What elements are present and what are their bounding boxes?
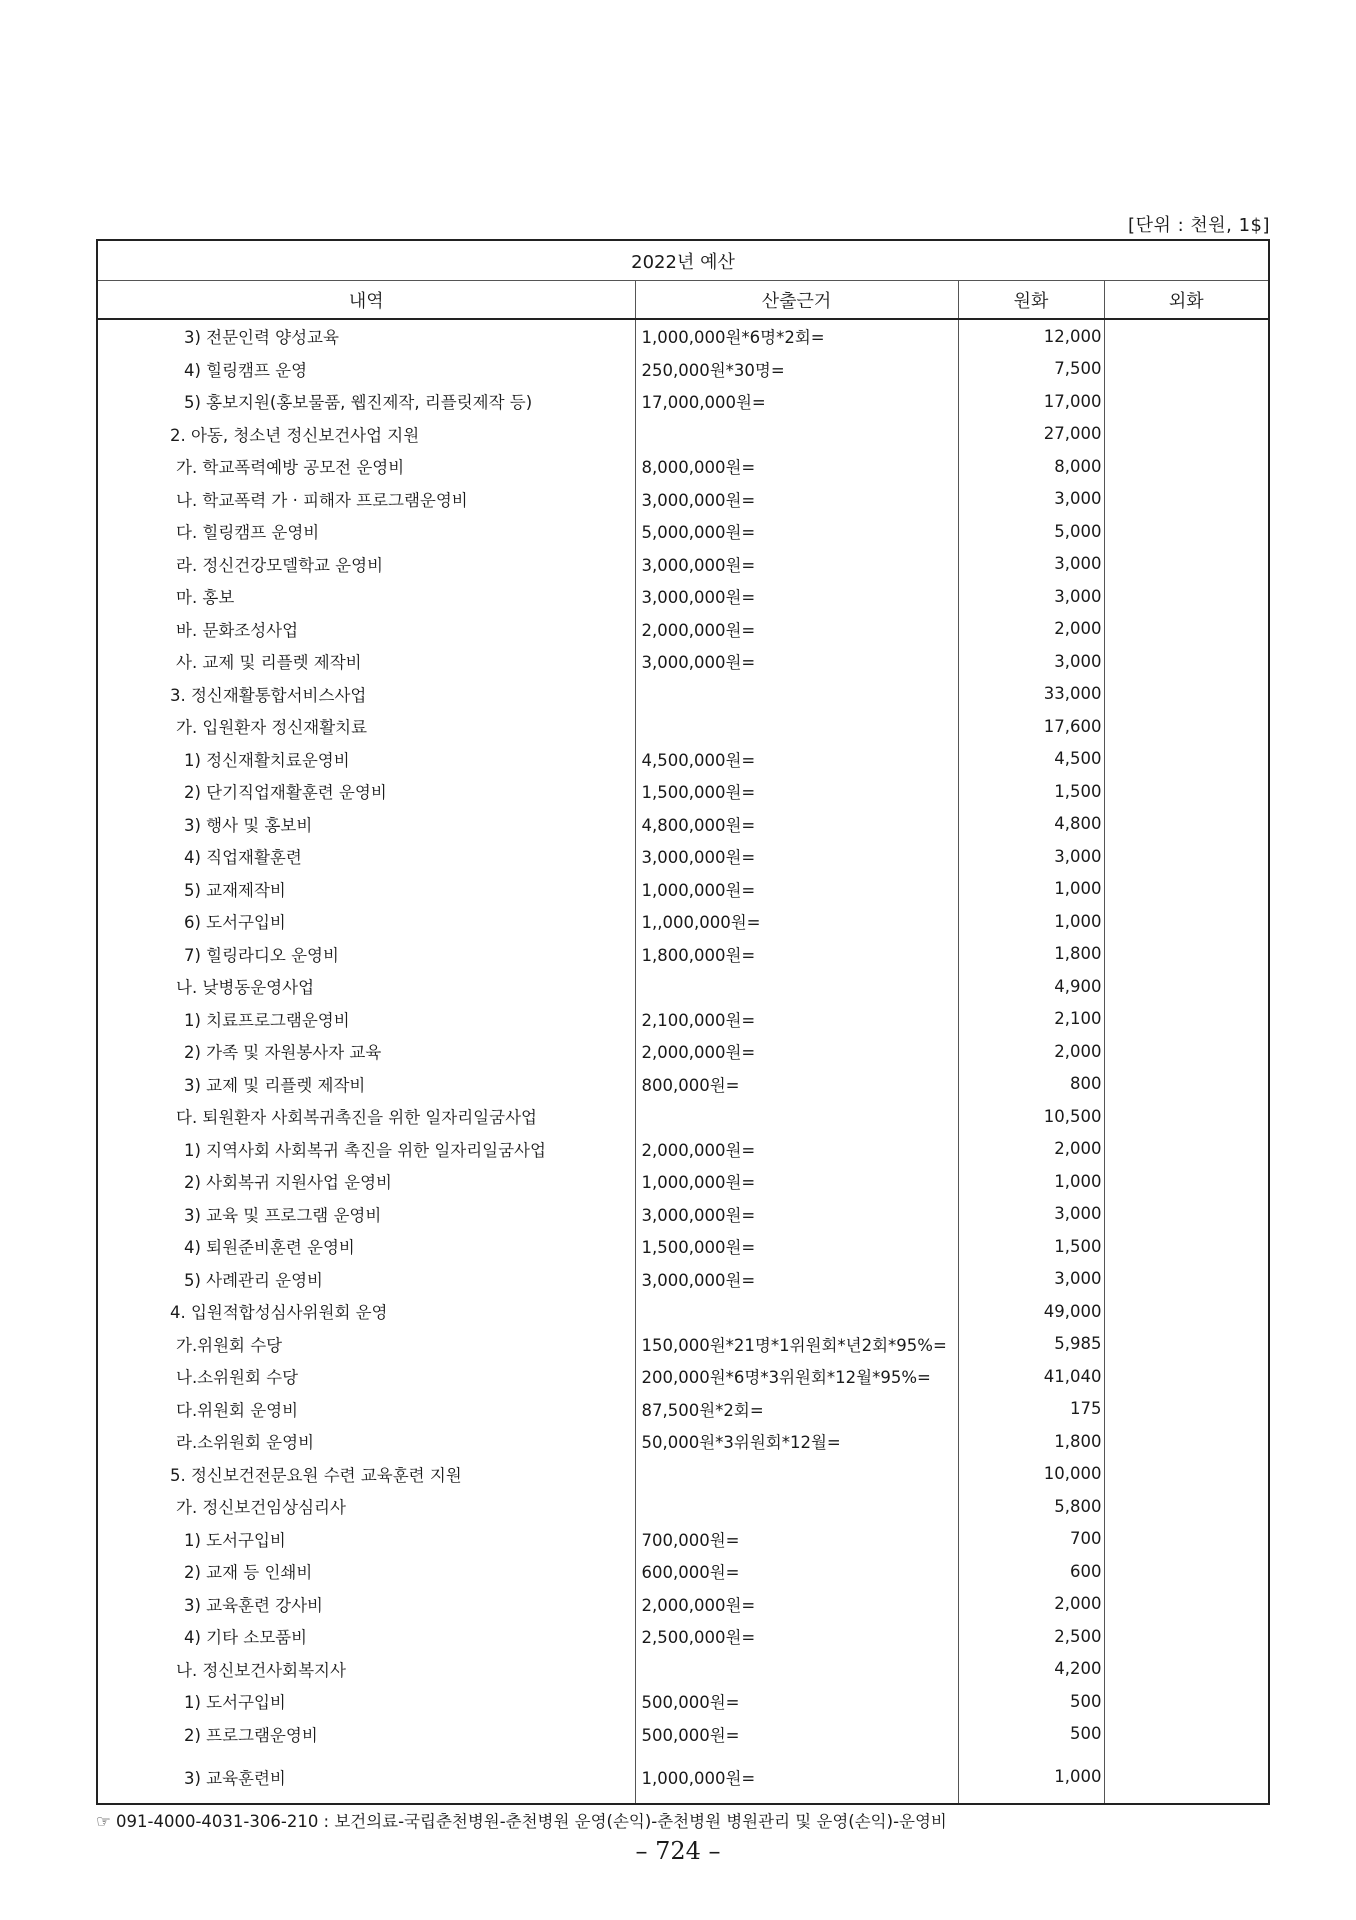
row-item: 라. 정신건강모델학교 운영비 <box>176 555 384 575</box>
table-row <box>97 938 1269 971</box>
row-fx <box>1104 1458 1269 1491</box>
row-basis: 2,000,000원= <box>635 1035 958 1068</box>
row-fx <box>1104 1068 1269 1101</box>
row-krw: 2,000 <box>958 1133 1104 1166</box>
row-fx <box>1104 483 1269 516</box>
row-basis: 1,500,000원= <box>635 1230 958 1263</box>
row-fx <box>1104 970 1269 1003</box>
row-fx <box>1104 1685 1269 1718</box>
row-krw: 10,000 <box>958 1458 1104 1491</box>
table-row <box>97 1588 1269 1621</box>
row-basis: 3,000,000원= <box>635 840 958 873</box>
table-row <box>97 483 1269 516</box>
row-basis: 2,500,000원= <box>635 1620 958 1653</box>
row-basis: 87,500원*2회= <box>635 1393 958 1426</box>
row-basis: 2,000,000원= <box>635 613 958 646</box>
table-row <box>97 1523 1269 1556</box>
table-row <box>97 613 1269 646</box>
row-basis: 2,000,000원= <box>635 1133 958 1166</box>
table-row <box>97 1360 1269 1393</box>
budget-table <box>96 239 1270 1805</box>
row-fx <box>1104 840 1269 873</box>
row-basis: 2,000,000원= <box>635 1588 958 1621</box>
row-basis: 150,000원*21명*1위원회*년2회*95%= <box>635 1328 958 1361</box>
header-krw: 원화 <box>958 281 1104 320</box>
row-fx <box>1104 1295 1269 1328</box>
row-fx <box>1104 1750 1269 1804</box>
row-basis: 1,000,000원= <box>635 873 958 906</box>
row-basis: 17,000,000원= <box>635 385 958 418</box>
row-item: 가. 학교폭력예방 공모전 운영비 <box>176 458 405 478</box>
header-basis: 산출근거 <box>635 281 958 320</box>
row-fx <box>1104 613 1269 646</box>
row-basis: 1,000,000원= <box>635 1750 958 1804</box>
row-item: 가. 정신보건임상심리사 <box>176 1498 346 1518</box>
table-row <box>97 775 1269 808</box>
table-row <box>97 905 1269 938</box>
row-fx <box>1104 743 1269 776</box>
table-row <box>97 353 1269 386</box>
row-item: 5) 사례관리 운영비 <box>184 1270 323 1290</box>
row-item: 2. 아동, 청소년 정신보건사업 지원 <box>170 425 420 445</box>
row-fx <box>1104 515 1269 548</box>
row-fx <box>1104 710 1269 743</box>
table-row <box>97 1328 1269 1361</box>
row-basis: 1,000,000원*6명*2회= <box>635 319 958 353</box>
row-basis: 3,000,000원= <box>635 1263 958 1296</box>
row-item: 3) 교육훈련 강사비 <box>184 1595 323 1615</box>
row-krw: 3,000 <box>958 1263 1104 1296</box>
row-krw: 17,000 <box>958 385 1104 418</box>
header-item: 내역 <box>97 281 635 320</box>
row-item: 2) 프로그램운영비 <box>184 1725 318 1745</box>
row-krw: 3,000 <box>958 548 1104 581</box>
row-fx <box>1104 905 1269 938</box>
row-krw: 2,500 <box>958 1620 1104 1653</box>
row-item: 라.소위원회 운영비 <box>176 1433 315 1453</box>
row-krw: 5,800 <box>958 1490 1104 1523</box>
row-basis: 50,000원*3위원회*12월= <box>635 1425 958 1458</box>
row-item: 7) 힐링라디오 운영비 <box>184 945 339 965</box>
row-fx <box>1104 645 1269 678</box>
row-basis <box>635 1653 958 1686</box>
table-row <box>97 1685 1269 1718</box>
row-fx <box>1104 808 1269 841</box>
row-fx <box>1104 385 1269 418</box>
table-row <box>97 319 1269 353</box>
row-basis: 1,,000,000원= <box>635 905 958 938</box>
row-fx <box>1104 1328 1269 1361</box>
row-basis: 600,000원= <box>635 1555 958 1588</box>
row-basis: 8,000,000원= <box>635 450 958 483</box>
row-fx <box>1104 1198 1269 1231</box>
table-row <box>97 1068 1269 1101</box>
row-fx <box>1104 1035 1269 1068</box>
row-basis: 700,000원= <box>635 1523 958 1556</box>
row-basis: 500,000원= <box>635 1685 958 1718</box>
table-row <box>97 1198 1269 1231</box>
table-row <box>97 1295 1269 1328</box>
row-fx <box>1104 1100 1269 1133</box>
row-krw: 3,000 <box>958 645 1104 678</box>
row-krw: 500 <box>958 1685 1104 1718</box>
row-basis <box>635 678 958 711</box>
table-row <box>97 840 1269 873</box>
table-row <box>97 808 1269 841</box>
row-krw: 49,000 <box>958 1295 1104 1328</box>
row-krw: 2,100 <box>958 1003 1104 1036</box>
row-basis: 800,000원= <box>635 1068 958 1101</box>
row-fx <box>1104 353 1269 386</box>
row-item: 3. 정신재활통합서비스사업 <box>170 685 367 705</box>
row-item: 1) 도서구입비 <box>184 1693 286 1713</box>
row-krw: 1,500 <box>958 1230 1104 1263</box>
table-row <box>97 1750 1269 1804</box>
row-krw: 500 <box>958 1718 1104 1751</box>
row-basis: 1,800,000원= <box>635 938 958 971</box>
row-fx <box>1104 1523 1269 1556</box>
row-item: 나. 정신보건사회복지사 <box>176 1660 346 1680</box>
row-fx <box>1104 678 1269 711</box>
row-item: 2) 단기직업재활훈련 운영비 <box>184 783 387 803</box>
table-row <box>97 450 1269 483</box>
account-code-footnote: ☞ 091-4000-4031-306-210 : 보건의료-국립춘천병원-춘천병원 운영(손익)-춘천병원 병원관리 및 운영(손익)-운영비 <box>96 1812 947 1831</box>
row-krw: 41,040 <box>958 1360 1104 1393</box>
table-title: 2022년 예산 <box>97 240 1269 281</box>
row-fx <box>1104 418 1269 451</box>
table-row <box>97 1718 1269 1751</box>
row-item: 1) 정신재활치료운영비 <box>184 750 350 770</box>
row-krw: 4,200 <box>958 1653 1104 1686</box>
table-row <box>97 418 1269 451</box>
row-krw: 3,000 <box>958 1198 1104 1231</box>
row-fx <box>1104 775 1269 808</box>
row-item: 다. 퇴원환자 사회복귀촉진을 위한 일자리일굼사업 <box>176 1108 537 1128</box>
table-row <box>97 1263 1269 1296</box>
table-row <box>97 1555 1269 1588</box>
row-item: 나.소위원회 수당 <box>176 1368 299 1388</box>
row-basis: 2,100,000원= <box>635 1003 958 1036</box>
row-fx <box>1104 1360 1269 1393</box>
row-basis <box>635 1490 958 1523</box>
row-krw: 4,800 <box>958 808 1104 841</box>
row-krw: 600 <box>958 1555 1104 1588</box>
row-krw: 4,900 <box>958 970 1104 1003</box>
row-krw: 3,000 <box>958 840 1104 873</box>
row-fx <box>1104 450 1269 483</box>
row-fx <box>1104 319 1269 353</box>
table-row <box>97 1100 1269 1133</box>
row-item: 마. 홍보 <box>176 588 235 608</box>
row-fx <box>1104 1425 1269 1458</box>
table-row <box>97 580 1269 613</box>
row-item: 1) 치료프로그램운영비 <box>184 1010 350 1030</box>
row-item: 4) 직업재활훈련 <box>184 848 302 868</box>
row-item: 2) 가족 및 자원봉사자 교육 <box>184 1043 382 1063</box>
row-basis: 1,000,000원= <box>635 1165 958 1198</box>
row-basis: 3,000,000원= <box>635 580 958 613</box>
row-basis: 3,000,000원= <box>635 548 958 581</box>
row-krw: 17,600 <box>958 710 1104 743</box>
row-krw: 3,000 <box>958 580 1104 613</box>
row-krw: 1,000 <box>958 873 1104 906</box>
row-fx <box>1104 1165 1269 1198</box>
row-krw: 2,000 <box>958 1588 1104 1621</box>
row-basis: 3,000,000원= <box>635 645 958 678</box>
row-item: 가.위원회 수당 <box>176 1335 283 1355</box>
row-krw: 1,800 <box>958 1425 1104 1458</box>
row-fx <box>1104 1620 1269 1653</box>
row-item: 5) 교재제작비 <box>184 880 286 900</box>
table-row <box>97 1393 1269 1426</box>
row-fx <box>1104 1133 1269 1166</box>
row-item: 4) 힐링캠프 운영 <box>184 360 308 380</box>
row-item: 바. 문화조성사업 <box>176 620 299 640</box>
table-row <box>97 1490 1269 1523</box>
row-item: 다. 힐링캠프 운영비 <box>176 523 320 543</box>
table-row <box>97 1653 1269 1686</box>
row-basis: 1,500,000원= <box>635 775 958 808</box>
row-item: 4) 기타 소모품비 <box>184 1628 308 1648</box>
row-basis: 4,500,000원= <box>635 743 958 776</box>
table-row <box>97 1230 1269 1263</box>
row-basis: 3,000,000원= <box>635 1198 958 1231</box>
row-basis <box>635 1458 958 1491</box>
header-fx: 외화 <box>1104 281 1269 320</box>
row-item: 사. 교제 및 리플렛 제작비 <box>176 653 362 673</box>
row-fx <box>1104 580 1269 613</box>
row-krw: 4,500 <box>958 743 1104 776</box>
row-item: 나. 낮병동운영사업 <box>176 978 315 998</box>
row-basis: 5,000,000원= <box>635 515 958 548</box>
table-row <box>97 873 1269 906</box>
row-krw: 10,500 <box>958 1100 1104 1133</box>
row-item: 5. 정신보건전문요원 수련 교육훈련 지원 <box>170 1465 462 1485</box>
row-fx <box>1104 1003 1269 1036</box>
unit-note: [단위 : 천원, 1$] <box>1128 215 1270 236</box>
row-fx <box>1104 1718 1269 1751</box>
row-fx <box>1104 1588 1269 1621</box>
row-krw: 3,000 <box>958 483 1104 516</box>
row-krw: 7,500 <box>958 353 1104 386</box>
row-krw: 1,500 <box>958 775 1104 808</box>
row-item: 3) 교육훈련비 <box>184 1768 286 1788</box>
row-basis: 4,800,000원= <box>635 808 958 841</box>
row-krw: 27,000 <box>958 418 1104 451</box>
row-basis <box>635 710 958 743</box>
row-krw: 1,000 <box>958 1165 1104 1198</box>
table-row <box>97 1620 1269 1653</box>
table-row <box>97 515 1269 548</box>
row-krw: 5,000 <box>958 515 1104 548</box>
row-basis: 200,000원*6명*3위원회*12월*95%= <box>635 1360 958 1393</box>
row-krw: 5,985 <box>958 1328 1104 1361</box>
row-item: 2) 교재 등 인쇄비 <box>184 1563 313 1583</box>
page-number: – 724 – <box>635 1837 721 1865</box>
table-row <box>97 645 1269 678</box>
row-krw: 1,800 <box>958 938 1104 971</box>
row-krw: 700 <box>958 1523 1104 1556</box>
row-basis <box>635 1295 958 1328</box>
row-fx <box>1104 1555 1269 1588</box>
row-item: 3) 행사 및 홍보비 <box>184 815 313 835</box>
table-row <box>97 1003 1269 1036</box>
table-row <box>97 1133 1269 1166</box>
row-krw: 1,000 <box>958 1750 1104 1804</box>
table-row <box>97 1035 1269 1068</box>
row-fx <box>1104 873 1269 906</box>
row-krw: 12,000 <box>958 319 1104 353</box>
table-row <box>97 1425 1269 1458</box>
row-item: 가. 입원환자 정신재활치료 <box>176 718 368 738</box>
row-item: 다.위원회 운영비 <box>176 1400 299 1420</box>
table-row <box>97 710 1269 743</box>
row-basis: 3,000,000원= <box>635 483 958 516</box>
row-item: 3) 교육 및 프로그램 운영비 <box>184 1205 382 1225</box>
row-fx <box>1104 1263 1269 1296</box>
row-item: 1) 도서구입비 <box>184 1530 286 1550</box>
row-krw: 1,000 <box>958 905 1104 938</box>
row-basis: 500,000원= <box>635 1718 958 1751</box>
row-fx <box>1104 1490 1269 1523</box>
row-krw: 175 <box>958 1393 1104 1426</box>
row-krw: 2,000 <box>958 1035 1104 1068</box>
row-fx <box>1104 938 1269 971</box>
row-item: 3) 전문인력 양성교육 <box>184 328 339 348</box>
row-item: 6) 도서구입비 <box>184 913 286 933</box>
row-item: 1) 지역사회 사회복귀 촉진을 위한 일자리일굼사업 <box>184 1140 546 1160</box>
table-row <box>97 743 1269 776</box>
row-krw: 2,000 <box>958 613 1104 646</box>
row-krw: 33,000 <box>958 678 1104 711</box>
row-krw: 8,000 <box>958 450 1104 483</box>
row-item: 2) 사회복귀 지원사업 운영비 <box>184 1173 392 1193</box>
row-fx <box>1104 548 1269 581</box>
row-item: 4. 입원적합성심사위원회 운영 <box>170 1303 388 1323</box>
row-basis <box>635 418 958 451</box>
row-basis <box>635 970 958 1003</box>
row-item: 4) 퇴원준비훈련 운영비 <box>184 1238 355 1258</box>
row-krw: 800 <box>958 1068 1104 1101</box>
table-row <box>97 385 1269 418</box>
row-fx <box>1104 1393 1269 1426</box>
table-row <box>97 678 1269 711</box>
table-row <box>97 970 1269 1003</box>
row-basis: 250,000원*30명= <box>635 353 958 386</box>
row-basis <box>635 1100 958 1133</box>
row-item: 5) 홍보지원(홍보물품, 웹진제작, 리플릿제작 등) <box>184 393 533 413</box>
row-item: 3) 교제 및 리플렛 제작비 <box>184 1075 366 1095</box>
table-row <box>97 548 1269 581</box>
row-fx <box>1104 1230 1269 1263</box>
table-row <box>97 1165 1269 1198</box>
row-fx <box>1104 1653 1269 1686</box>
row-item: 나. 학교폭력 가 · 피해자 프로그램운영비 <box>176 490 468 510</box>
table-row <box>97 1458 1269 1491</box>
budget-table-body <box>97 319 1269 1804</box>
